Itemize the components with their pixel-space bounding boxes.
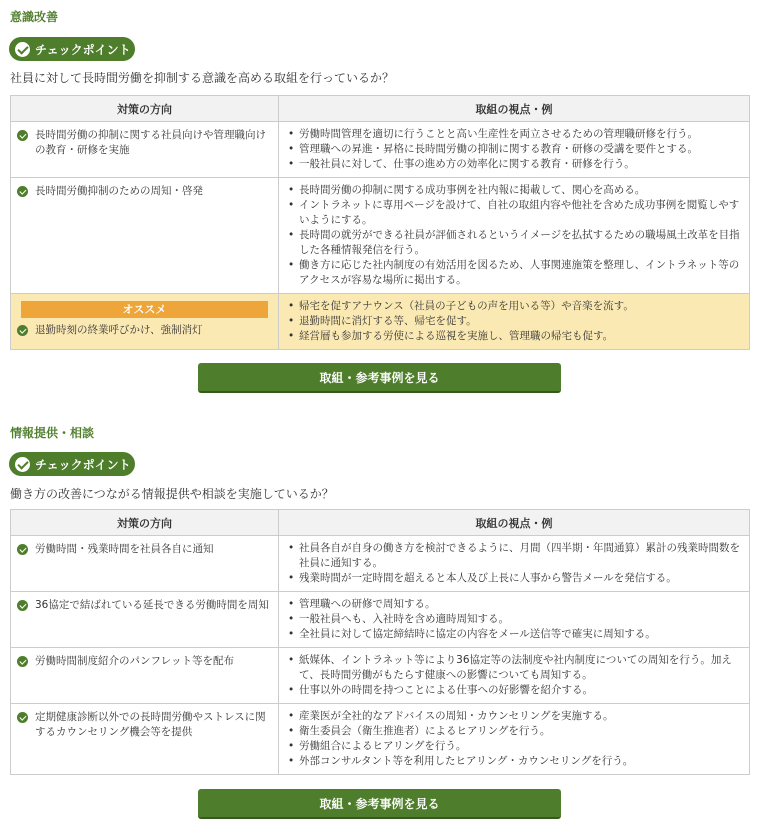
checkpoint-badge (9, 452, 135, 476)
table-row (11, 648, 750, 704)
check-circle-icon (17, 544, 28, 555)
table-header-row (11, 96, 750, 122)
point-item: • 労働時間管理を適切に行うことと高い生産性を両立させるための管理職研修を行う。 (287, 127, 743, 142)
measure-text: 定期健康診断以外での長時間労働やストレスに関するカウンセリング機会等を提供 (35, 711, 266, 738)
point-item: • イントラネットに専用ページを設けて、自社の取組内容や他社を含めた成功事例を閲覧しやすいようにする。 (287, 198, 743, 228)
point-item: • 社員各自が自身の働き方を検討できるように、月間（四半期・年間通算）累計の残業時間数を社員に通知する。 (287, 541, 743, 571)
header-viewpoints: 取組の視点・例 (279, 96, 750, 122)
check-circle-icon (17, 130, 28, 141)
measure-cell (11, 122, 279, 178)
point-item: • 退勤時間に消灯する等、帰宅を促す。 (287, 314, 743, 329)
table-row-recommended (11, 294, 750, 350)
measure-cell (11, 294, 279, 350)
recommended-badge: オススメ (21, 301, 268, 318)
measure-cell (11, 536, 279, 592)
points-cell (279, 178, 750, 294)
measure-text: 労働時間・残業時間を社員各自に通知 (35, 543, 214, 555)
point-item: • 管理職への昇進・昇格に長時間労働の抑制に関する教育・研修の受講を要件とする。 (287, 142, 743, 157)
point-item: • 残業時間が一定時間を超えると本人及び上長に人事から警告メールを発信する。 (287, 571, 743, 586)
point-item: • 労働組合によるヒアリングを行う。 (287, 739, 743, 754)
header-viewpoints: 取組の視点・例 (279, 510, 750, 536)
measure-text: 長時間労働の抑制に関する社員向けや管理職向けの教育・研修を実施 (35, 129, 266, 156)
checkpoint-badge (9, 37, 135, 61)
table-row (11, 704, 750, 775)
point-item: • 働き方に応じた社内制度の有効活用を図るため、人事関連施策を整理し、イントラネット等のアクセスが容易な場所に掲出する。 (287, 258, 743, 288)
check-circle-icon (15, 457, 30, 472)
table-row (11, 536, 750, 592)
points-cell (279, 704, 750, 775)
point-item: • 長時間労働の抑制に関する成功事例を社内報に掲載して、関心を高める。 (287, 183, 743, 198)
check-circle-icon (17, 712, 28, 723)
point-item: • 帰宅を促すアナウンス（社員の子どもの声を用いる等）や音楽を流す。 (287, 299, 743, 314)
measures-table (10, 509, 750, 775)
points-cell (279, 592, 750, 648)
table-row (11, 122, 750, 178)
measure-text: 36協定で結ばれている延長できる労働時間を周知 (35, 599, 269, 611)
point-item: • 産業医が全社的なアドバイスの周知・カウンセリングを実施する。 (287, 709, 743, 724)
table-row (11, 592, 750, 648)
point-item: • 全社員に対して協定締結時に協定の内容をメール送信等で確実に周知する。 (287, 627, 743, 642)
checkpoint-label: チェックポイント (35, 42, 131, 57)
table-row (11, 178, 750, 294)
header-direction: 対策の方向 (11, 96, 279, 122)
checkpoint-question: 社員に対して長時間労働を抑制する意識を高める取組を行っているか？ (10, 71, 395, 85)
point-item: • 一般社員へも、入社時を含め適時周知する。 (287, 612, 743, 627)
check-circle-icon (17, 600, 28, 611)
measure-cell (11, 178, 279, 294)
header-direction: 対策の方向 (11, 510, 279, 536)
point-item: • 長時間の就労ができる社員が評価されるというイメージを払拭するための職場風土改革を目指した各種情報発信を行う。 (287, 228, 743, 258)
measure-text: 退勤時刻の終業呼びかけ、強制消灯 (35, 324, 203, 336)
points-cell (279, 648, 750, 704)
point-item: • 一般社員に対して、仕事の進め方の効率化に関する教育・研修を行う。 (287, 157, 743, 172)
points-cell (279, 294, 750, 350)
view-examples-button[interactable]: 取組・参考事例を見る (198, 363, 561, 393)
check-circle-icon (17, 325, 28, 336)
point-item: • 仕事以外の時間を持つことによる仕事への好影響を紹介する。 (287, 683, 743, 698)
section-title: 意識改善 (10, 10, 59, 24)
check-circle-icon (15, 42, 30, 57)
measures-table (10, 95, 750, 350)
point-item: • 外部コンサルタント等を利用したヒアリング・カウンセリングを行う。 (287, 754, 743, 769)
check-circle-icon (17, 656, 28, 667)
checkpoint-question: 働き方の改善につながる情報提供や相談を実施しているか？ (10, 487, 334, 501)
measure-cell (11, 648, 279, 704)
check-circle-icon (17, 186, 28, 197)
point-item: • 管理職への研修で周知する。 (287, 597, 743, 612)
point-item: • 経営層も参加する労使による巡視を実施し、管理職の帰宅も促す。 (287, 329, 743, 344)
points-cell (279, 536, 750, 592)
measure-text: 労働時間制度紹介のパンフレット等を配布 (35, 655, 234, 667)
points-cell (279, 122, 750, 178)
section-title: 情報提供・相談 (10, 426, 95, 440)
point-item: • 紙媒体、イントラネット等により36協定等の法制度や社内制度についての周知を行う。加えて、長時間労働がもたらす健康への影響についても周知する。 (287, 653, 743, 683)
measure-text: 長時間労働抑制のための周知・啓発 (35, 185, 203, 197)
checkpoint-label: チェックポイント (35, 457, 131, 472)
measure-cell (11, 704, 279, 775)
point-item: • 衛生委員会（衛生推進者）によるヒアリングを行う。 (287, 724, 743, 739)
table-header-row (11, 510, 750, 536)
view-examples-button[interactable]: 取組・参考事例を見る (198, 789, 561, 819)
measure-cell (11, 592, 279, 648)
